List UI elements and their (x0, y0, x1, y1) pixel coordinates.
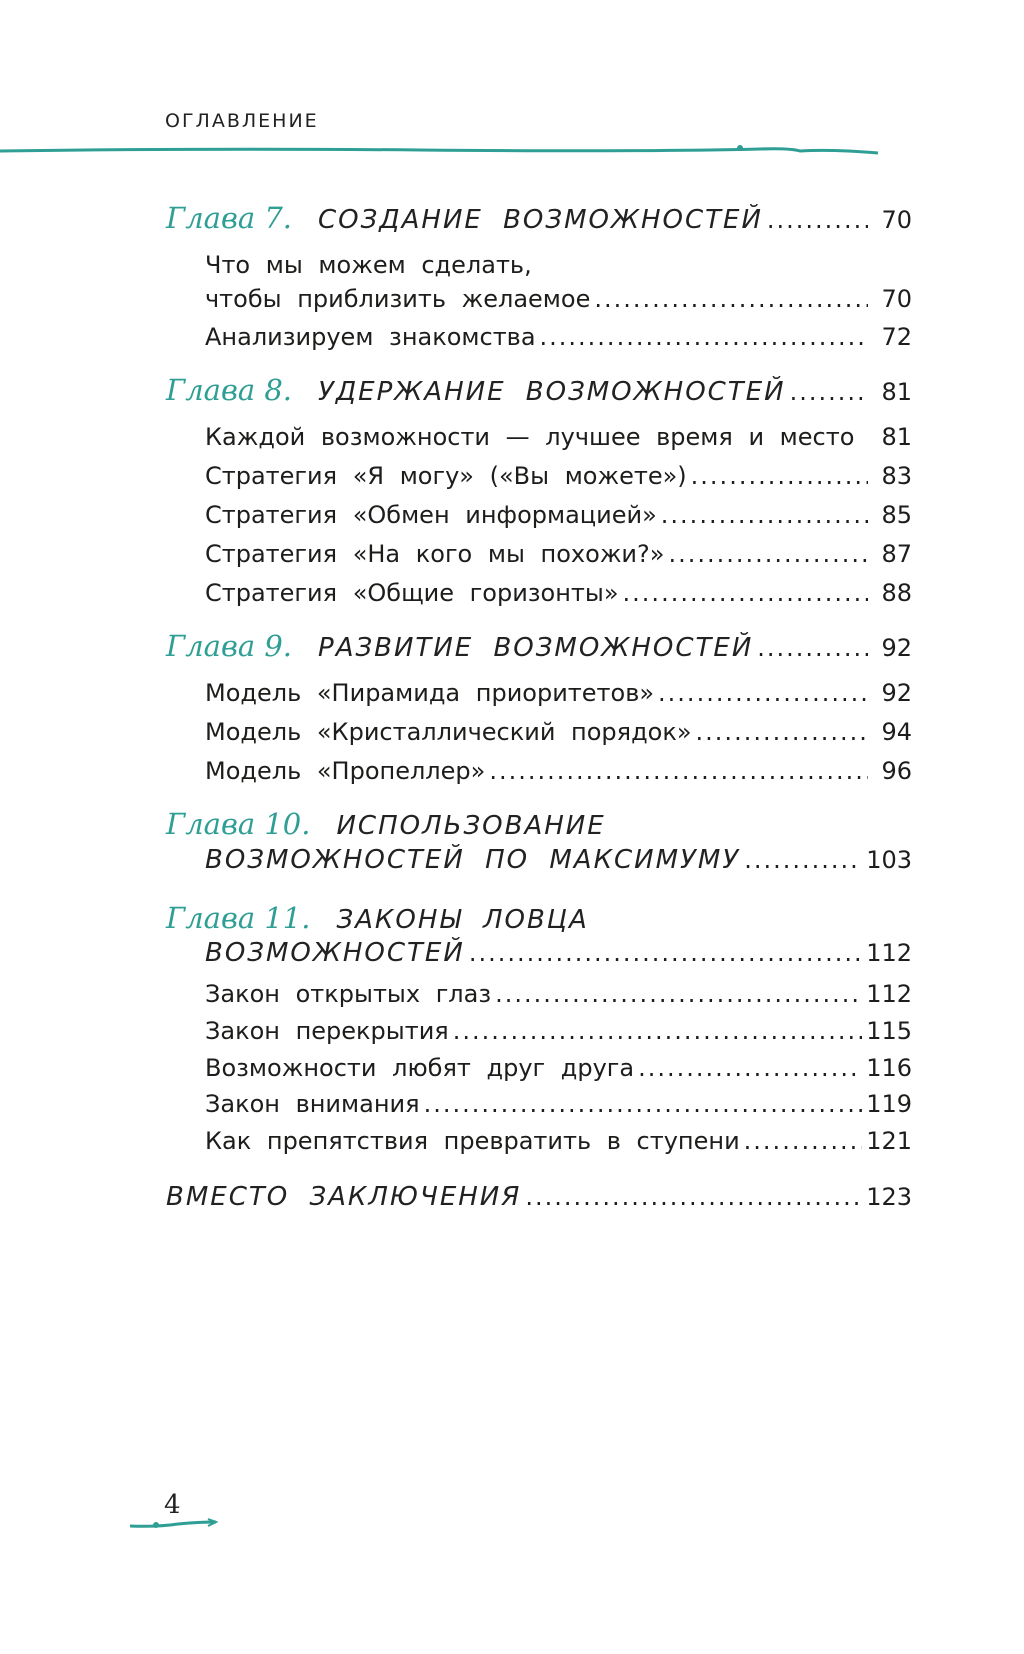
entry-text: Что мы можем сделать, (205, 251, 532, 279)
dot-leader (525, 1175, 862, 1219)
page-number: 92 (881, 634, 912, 662)
page-number: 115 (866, 1017, 912, 1045)
dot-leader (668, 535, 868, 573)
dot-leader (658, 674, 868, 712)
toc-chapter-7[interactable] (166, 196, 912, 240)
dot-leader (453, 1012, 862, 1050)
page-number: 116 (866, 1054, 912, 1082)
toc-entry[interactable] (205, 280, 912, 318)
dot-leader (424, 1085, 863, 1123)
chapter-title: ИСПОЛЬЗОВАНИЕ (336, 811, 606, 841)
dot-leader (790, 370, 868, 414)
page-number: 87 (881, 540, 912, 568)
toc-chapter-10-continued[interactable] (205, 838, 912, 882)
chapter-title: ЗАКОНЫ ЛОВЦА (336, 905, 589, 935)
page-number: 92 (881, 679, 912, 707)
toc-entry[interactable] (205, 975, 912, 1013)
toc-entry[interactable] (205, 535, 912, 573)
toc-entry[interactable] (205, 574, 912, 612)
page-number: 81 (881, 378, 912, 406)
entry-text: Закон открытых глаз (205, 980, 492, 1008)
page-number: 103 (866, 846, 912, 874)
dot-leader (767, 198, 868, 242)
page-number: 72 (881, 323, 912, 351)
chapter-label: Глава 10. (166, 807, 311, 841)
page-number: 119 (866, 1090, 912, 1118)
entry-text: Стратегия «На кого мы похожи?» (205, 540, 665, 568)
toc-entry[interactable] (205, 318, 912, 356)
chapter-label: Глава 7. (166, 201, 293, 235)
page-number: 88 (881, 579, 912, 607)
toc-entry[interactable] (205, 1012, 912, 1050)
page-number: 121 (866, 1127, 912, 1155)
dot-leader (594, 280, 868, 318)
chapter-title: УДЕРЖАНИЕ ВОЗМОЖНОСТЕЙ (318, 377, 786, 407)
page-number: 83 (881, 462, 912, 490)
chapter-title-continued: ВОЗМОЖНОСТЕЙ ПО МАКСИМУМУ (205, 845, 741, 875)
entry-text: Стратегия «Обмен информацией» (205, 501, 657, 529)
entry-text: Анализируем знакомства (205, 323, 536, 351)
page-number: 123 (866, 1183, 912, 1211)
toc-entry-line1 (205, 246, 912, 284)
dot-leader (696, 713, 868, 751)
entry-text: чтобы приблизить желаемое (205, 285, 591, 313)
toc-entry[interactable] (205, 418, 912, 456)
entry-text: Закон внимания (205, 1090, 420, 1118)
running-head: ОГЛАВЛЕНИЕ (165, 110, 319, 132)
toc-entry[interactable] (205, 713, 912, 751)
entry-text: Возможности любят друг друга (205, 1054, 635, 1082)
dot-leader (469, 931, 862, 975)
chapter-title: РАЗВИТИЕ ВОЗМОЖНОСТЕЙ (318, 633, 754, 663)
dot-leader (489, 752, 868, 790)
toc-entry[interactable] (205, 1085, 912, 1123)
entry-text: Стратегия «Я могу» («Вы можете») (205, 462, 687, 490)
page-number: 70 (881, 285, 912, 313)
bottom-rule-ornament (128, 1516, 218, 1532)
page-number: 96 (881, 757, 912, 785)
chapter-title-continued: ВОЗМОЖНОСТЕЙ (205, 938, 465, 968)
toc-closing[interactable] (166, 1175, 912, 1219)
toc-entry[interactable] (205, 457, 912, 495)
page-number: 81 (881, 423, 912, 451)
dot-leader (757, 626, 868, 670)
entry-text: Модель «Кристаллический порядок» (205, 718, 692, 746)
page-number: 94 (881, 718, 912, 746)
toc-chapter-8[interactable] (166, 368, 912, 412)
dot-leader (744, 1122, 863, 1160)
toc-chapter-9[interactable] (166, 624, 912, 668)
entry-text: Закон перекрытия (205, 1017, 449, 1045)
entry-text: Как препятствия превратить в ступени (205, 1127, 740, 1155)
dot-leader (638, 1049, 862, 1087)
toc-entry[interactable] (205, 496, 912, 534)
chapter-title: СОЗДАНИЕ ВОЗМОЖНОСТЕЙ (318, 205, 763, 235)
dot-leader (540, 318, 868, 356)
dot-leader (623, 574, 868, 612)
toc-entry[interactable] (205, 674, 912, 712)
toc-chapter-11-continued[interactable] (205, 931, 912, 975)
toc-entry[interactable] (205, 1122, 912, 1160)
page-number: 112 (866, 939, 912, 967)
toc-entry[interactable] (205, 1049, 912, 1087)
chapter-label: Глава 8. (166, 373, 293, 407)
dot-leader (661, 496, 868, 534)
dot-leader (495, 975, 862, 1013)
entry-text: Каждой возможности — лучшее время и место (205, 423, 855, 451)
dot-leader (744, 838, 862, 882)
chapter-label: Глава 11. (166, 901, 311, 935)
page-number: 70 (881, 206, 912, 234)
page-folio: 4 (164, 1490, 181, 1520)
dot-leader (691, 457, 868, 495)
closing-title: ВМЕСТО ЗАКЛЮЧЕНИЯ (166, 1182, 522, 1212)
page-number: 85 (881, 501, 912, 529)
toc-entry[interactable] (205, 752, 912, 790)
page-number: 112 (866, 980, 912, 1008)
chapter-label: Глава 9. (166, 629, 293, 663)
entry-text: Модель «Пропеллер» (205, 757, 486, 785)
entry-text: Стратегия «Общие горизонты» (205, 579, 619, 607)
entry-text: Модель «Пирамида приоритетов» (205, 679, 655, 707)
